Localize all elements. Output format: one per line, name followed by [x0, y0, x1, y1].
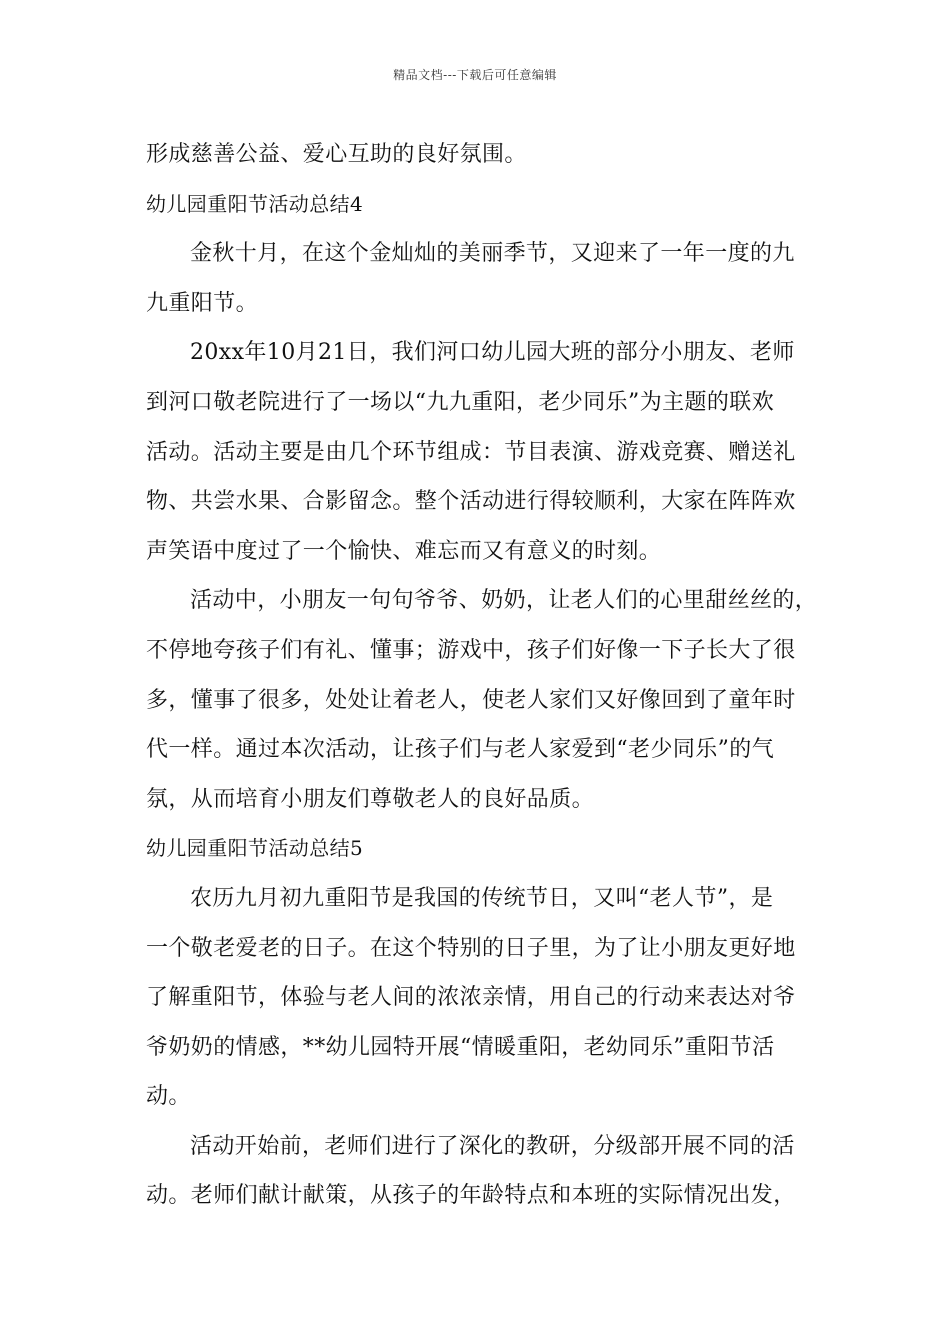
text-line: 活动。活动主要是由几个环节组成：节目表演、游戏竞赛、赠送礼 [146, 439, 796, 465]
text-line: 不停地夸孩子们有礼、懂事；游戏中，孩子们好像一下子长大了很 [146, 637, 796, 663]
text-line: 九重阳节。 [146, 290, 259, 316]
text-line: 多，懂事了很多，处处让着老人，使老人家们又好像回到了童年时 [146, 687, 796, 713]
document-body [146, 130, 818, 1221]
text-line: 爷奶奶的情感，**幼儿园特开展“情暖重阳，老幼同乐”重阳节活 [146, 1034, 775, 1060]
text-line: 代一样。通过本次活动，让孩子们与老人家爱到“老少同乐”的气 [146, 737, 775, 763]
text-line: 物、共尝水果、合影留念。整个活动进行得较顺利，大家在阵阵欢 [146, 489, 796, 515]
text-line: 氛，从而培育小朋友们尊敬老人的良好品质。 [146, 786, 595, 812]
text-line: 到河口敬老院进行了一场以“九九重阳，老少同乐”为主题的联欢 [146, 389, 775, 415]
paragraph-first-line: 农历九月初九重阳节是我国的传统节日，又叫“老人节”，是 [190, 885, 774, 911]
paragraph-first-line: 活动中，小朋友一句句爷爷、奶奶，让老人们的心里甜丝丝的， [190, 588, 818, 614]
text-line: 声笑语中度过了一个愉快、难忘而又有意义的时刻。 [146, 538, 662, 564]
section-heading: 幼儿园重阳节活动总结5 [146, 836, 364, 861]
text-line: 动。老师们献计献策，从孩子的年龄特点和本班的实际情况出发， [146, 1183, 796, 1209]
text-line: 动。 [146, 1084, 191, 1110]
text-line: 了解重阳节，体验与老人间的浓浓亲情，用自己的行动来表达对爷 [146, 985, 796, 1011]
text-line: 一个敬老爱老的日子。在这个特别的日子里，为了让小朋友更好地 [146, 935, 796, 961]
paragraph-first-line: 金秋十月，在这个金灿灿的美丽季节，又迎来了一年一度的九 [190, 241, 795, 267]
section-heading: 幼儿园重阳节活动总结4 [146, 191, 364, 216]
paragraph-first-line: 20xx年10月21日，我们河口幼儿园大班的部分小朋友、老师 [190, 340, 795, 366]
paragraph-first-line: 活动开始前，老师们进行了深化的教研，分级部开展不同的活 [190, 1133, 795, 1159]
text-line: 形成慈善公益、爱心互助的良好氛围。 [146, 142, 527, 167]
page-header: 精品文档---下载后可任意编辑 [393, 68, 557, 82]
